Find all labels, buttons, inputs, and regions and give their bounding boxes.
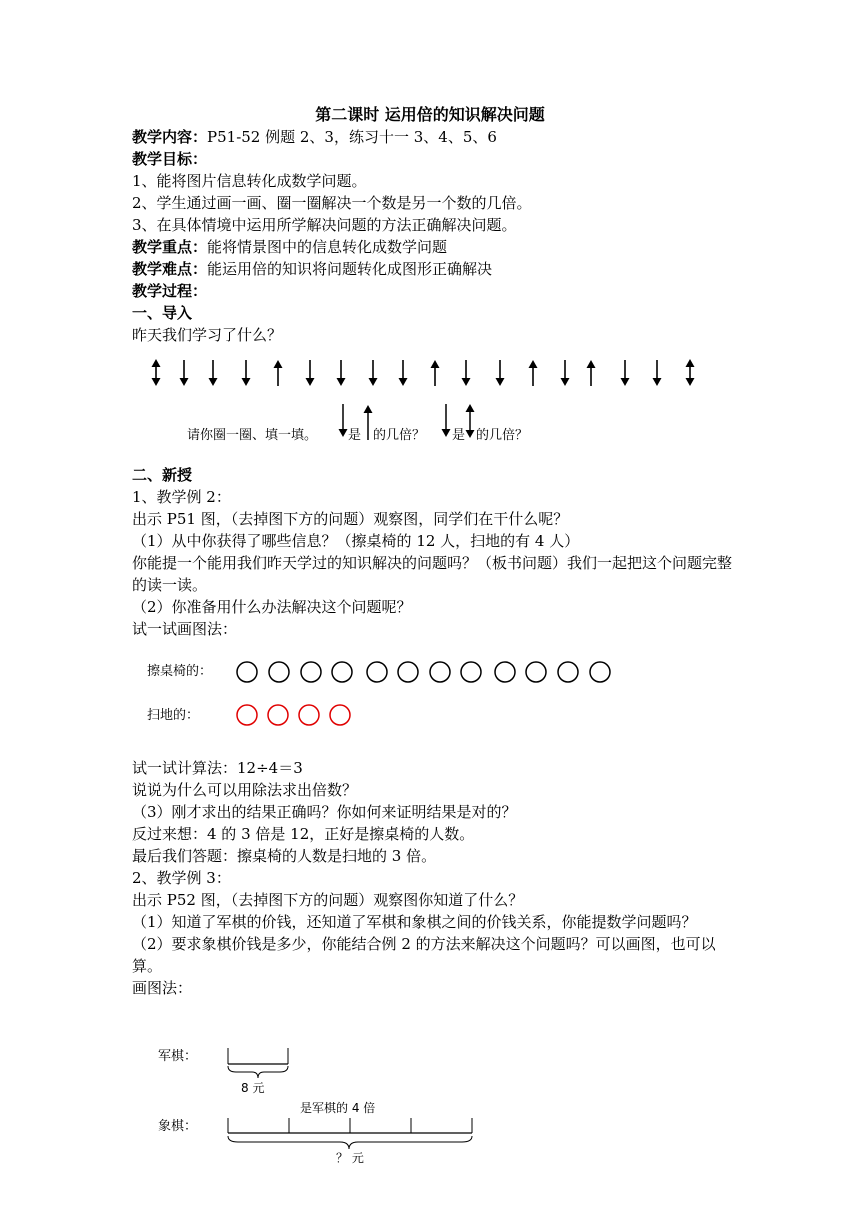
down-arrow-icon (561, 360, 570, 386)
up-arrow-icon (587, 360, 596, 386)
difficulty-label: 教学难点： (132, 260, 208, 278)
text-paragraph: （2）要求象棋价钱是多少，你能结合例 2 的方法来解决这个问题吗？可以画图，也可以算。 (132, 935, 716, 975)
up-down-arrow-icon (686, 359, 695, 386)
text-line: 试一试画图法： (132, 620, 238, 638)
junqi-bar (228, 1048, 288, 1064)
section1-question: 昨天我们学习了什么？ (132, 326, 283, 344)
circle-mark (526, 662, 546, 682)
key-label: 教学重点： (132, 238, 208, 256)
content-line (132, 126, 742, 148)
prompt-text-2: 是 (348, 428, 362, 443)
circle-mark (301, 662, 321, 682)
page-title: 第二课时 运用倍的知识解决问题 (315, 105, 545, 124)
row2-label: 扫地的： (147, 708, 200, 723)
junqi-label: 军棋： (158, 1049, 198, 1064)
bar-model-diagram (0, 1040, 860, 1170)
down-arrow-icon (462, 360, 471, 386)
text-line: 说说为什么可以用除法求出倍数？ (132, 781, 358, 799)
xiangqi-bar (228, 1118, 472, 1133)
key-text: 能将情景图中的信息转化成数学问题 (207, 238, 448, 256)
process-label: 教学过程： (132, 282, 208, 300)
circle-mark (495, 662, 515, 682)
circle-mark (461, 662, 481, 682)
up-arrow-icon (364, 405, 373, 440)
down-arrow-icon (442, 404, 451, 437)
circle-mark (558, 662, 578, 682)
circle-mark (430, 662, 450, 682)
circle-prompt (0, 400, 860, 450)
junqi-brace (228, 1066, 288, 1078)
xiangqi-brace (228, 1136, 472, 1149)
circle-mark (237, 705, 257, 725)
circle-mark (268, 705, 288, 725)
arrow-row (0, 356, 860, 392)
row1-label: 擦桌椅的： (147, 664, 213, 679)
key-line (132, 236, 742, 258)
section2-heading: 二、新授 (132, 466, 193, 484)
down-arrow-icon (242, 360, 251, 386)
relation-label: 是军棋的 4 倍 (300, 1101, 376, 1115)
text-line: 最后我们答题：擦桌椅的人数是扫地的 3 倍。 (132, 847, 437, 865)
text-line: 画图法： (132, 979, 193, 997)
down-arrow-icon (209, 360, 218, 386)
up-arrow-icon (431, 360, 440, 386)
circle-mark (330, 705, 350, 725)
xiangqi-value: ？ 元 (336, 1151, 364, 1165)
section1-heading: 一、导入 (132, 304, 193, 322)
circle-mark (237, 662, 257, 682)
text-paragraph: （1）知道了军棋的价钱，还知道了军棋和象棋之间的价钱关系，你能提数学问题吗？ (132, 913, 697, 931)
goal-item: 2、学生通过画一画、圈一圈解决一个数是另一个数的几倍。 (132, 194, 532, 212)
text-line: 1、教学例 2： (132, 488, 231, 506)
goals-label: 教学目标： (132, 150, 208, 168)
circle-diagram (0, 650, 860, 740)
up-down-arrow-icon (466, 404, 475, 438)
goal-item: 1、能将图片信息转化成数学问题。 (132, 172, 367, 190)
text-line: （3）刚才求出的结果正确吗？你如何来证明结果是对的？ (132, 803, 517, 821)
down-arrow-icon (496, 360, 505, 386)
circle-mark (332, 662, 352, 682)
text-line: 反过来想：4 的 3 倍是 12，正好是擦桌椅的人数。 (132, 825, 475, 843)
section2-part-c (132, 757, 742, 999)
circle-mark (398, 662, 418, 682)
prompt-text-3: 的几倍？ (373, 428, 426, 443)
junqi-value: 8 元 (241, 1081, 265, 1095)
section2-part-a (132, 464, 742, 640)
text-line: 试一试计算法：12÷4＝3 (132, 759, 303, 777)
text-line: （2）你准备用什么办法解决这个问题呢？ (132, 598, 412, 616)
text-line: 出示 P52 图，（去掉图下方的问题）观察图你知道了什么？ (132, 891, 524, 909)
prompt-text-5: 的几倍？ (476, 428, 529, 443)
prompt-text-4: 是 (452, 428, 466, 443)
lesson-header (132, 126, 742, 346)
down-arrow-icon (337, 360, 346, 386)
content-text: P51-52 例题 2、3，练习十一 3、4、5、6 (207, 128, 497, 146)
up-down-arrow-icon (152, 359, 161, 386)
down-arrow-icon (306, 360, 315, 386)
circle-mark (269, 662, 289, 682)
difficulty-text: 能运用倍的知识将问题转化成图形正确解决 (207, 260, 493, 278)
circle-mark (299, 705, 319, 725)
text-paragraph: 你能提一个能用我们昨天学过的知识解决的问题吗？（板书问题）我们一起把这个问题完整的读一读。 (132, 554, 733, 594)
xiangqi-label: 象棋： (158, 1119, 198, 1134)
up-arrow-icon (274, 360, 283, 386)
prompt-text-1: 请你圈一圈、填一填。 (187, 428, 318, 443)
down-arrow-icon (399, 360, 408, 386)
down-arrow-icon (339, 404, 348, 437)
text-line: 2、教学例 3： (132, 869, 231, 887)
down-arrow-icon (180, 360, 189, 386)
goal-item: 3、在具体情境中运用所学解决问题的方法正确解决问题。 (132, 216, 517, 234)
content-label: 教学内容： (132, 128, 208, 146)
circle-mark (590, 662, 610, 682)
down-arrow-icon (653, 360, 662, 386)
down-arrow-icon (369, 360, 378, 386)
circle-mark (367, 662, 387, 682)
up-arrow-icon (529, 360, 538, 386)
down-arrow-icon (621, 360, 630, 386)
text-line: （1）从中你获得了哪些信息？（擦桌椅的 12 人，扫地的有 4 人） (132, 532, 580, 550)
difficulty-line (132, 258, 742, 280)
text-line: 出示 P51 图，（去掉图下方的问题）观察图，同学们在干什么呢？ (132, 510, 569, 528)
